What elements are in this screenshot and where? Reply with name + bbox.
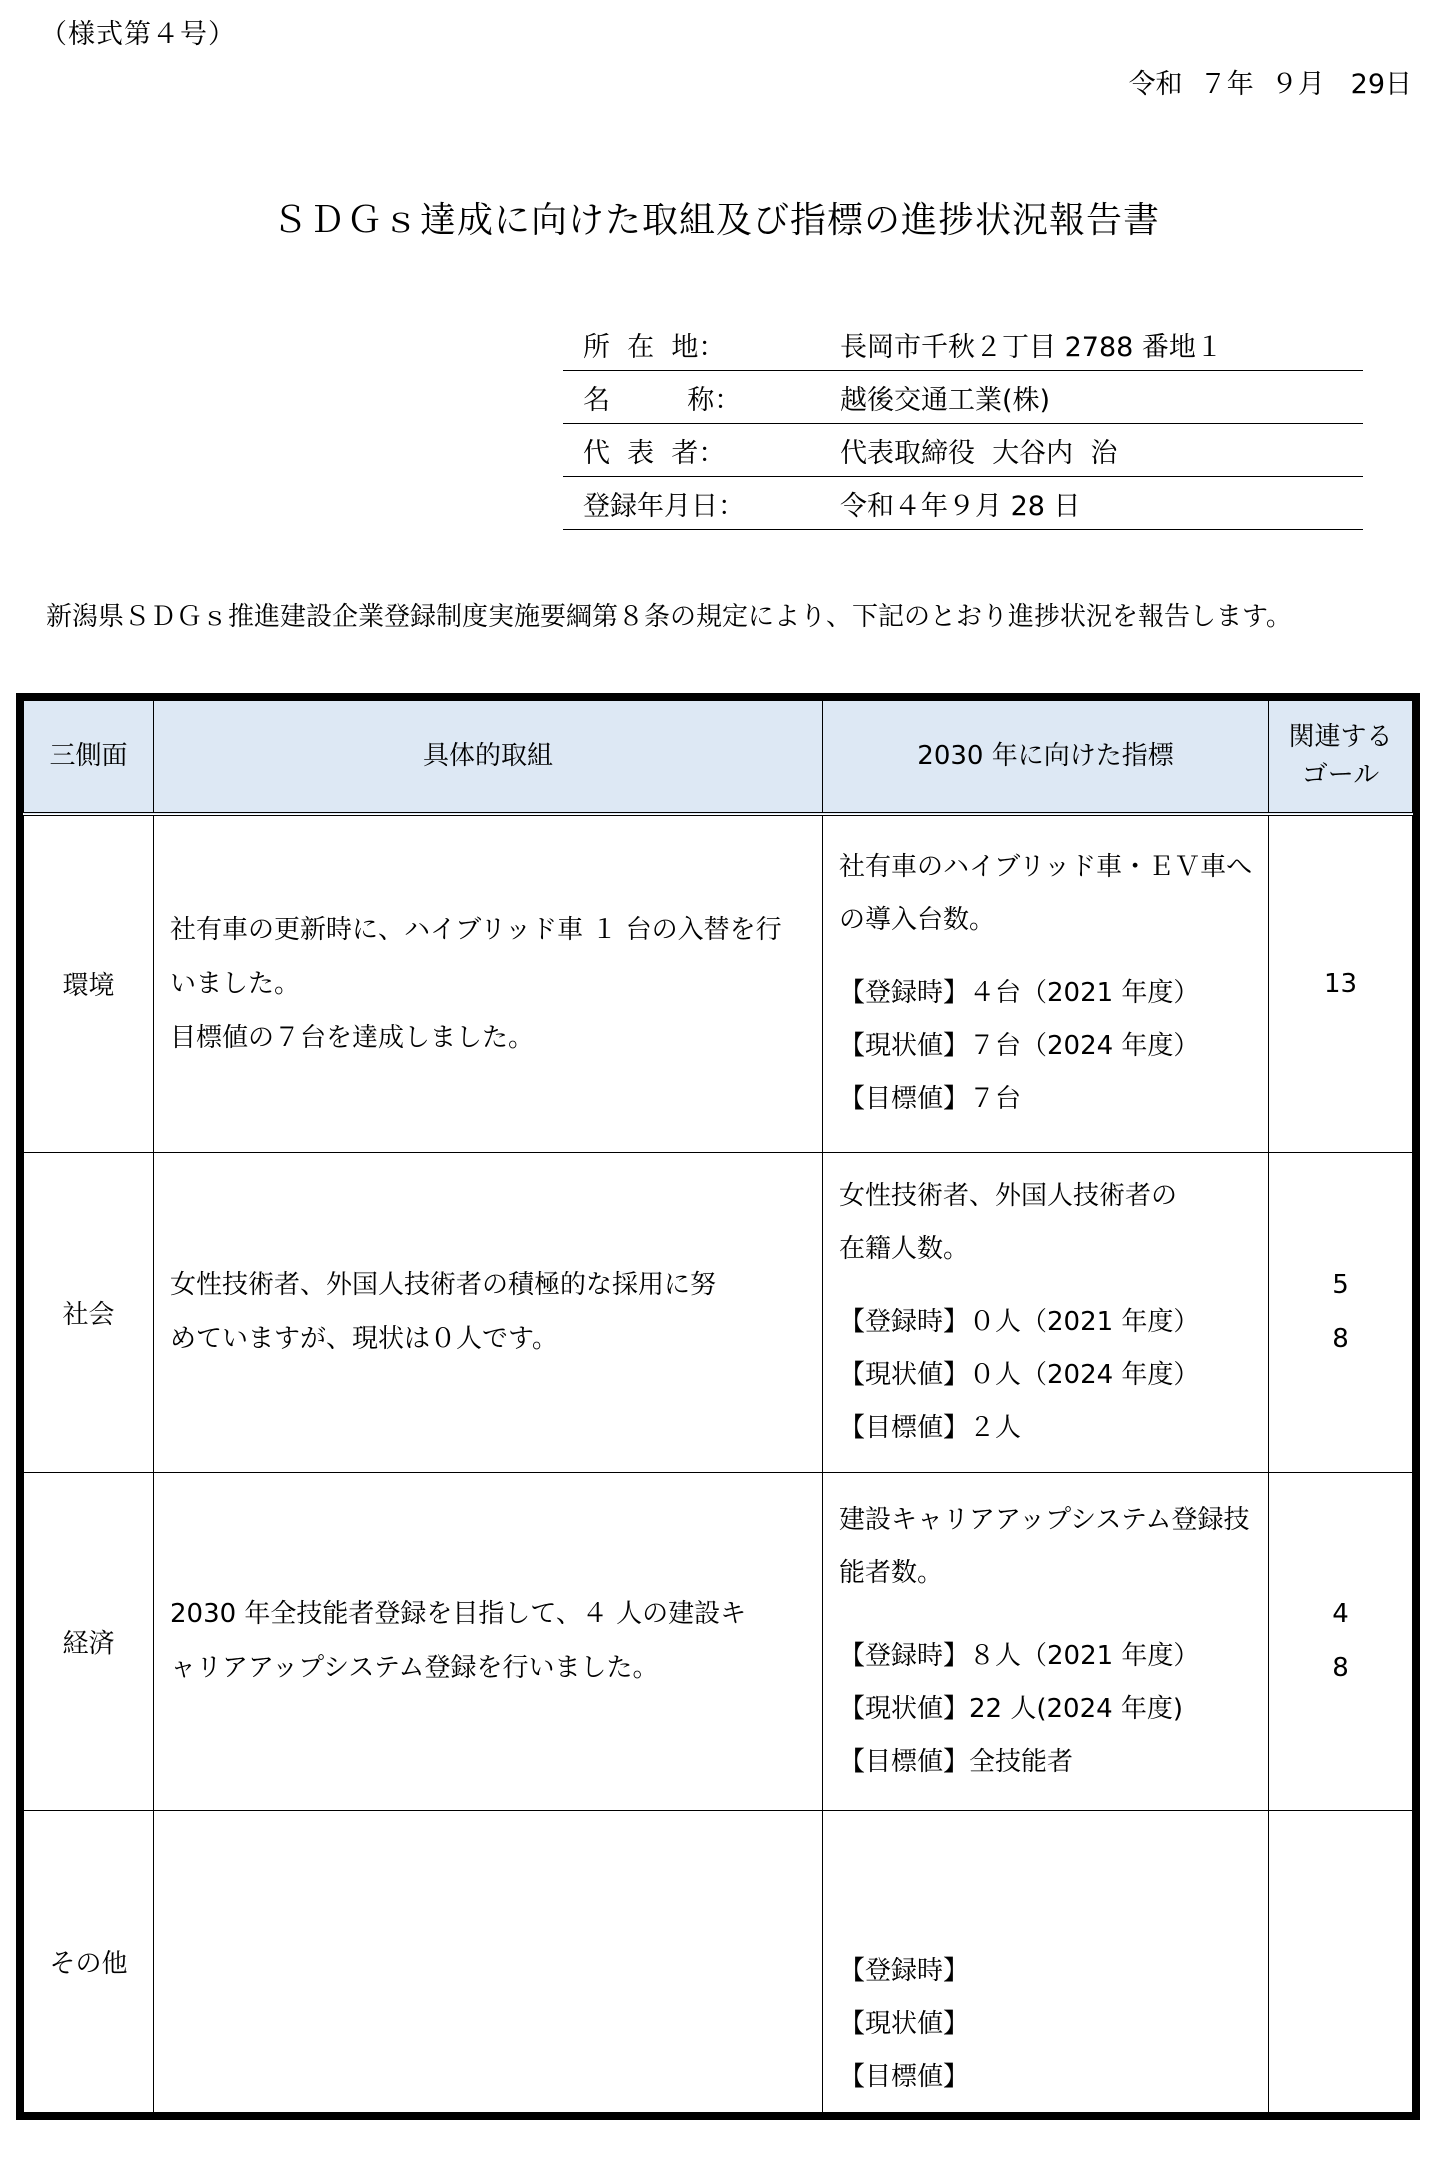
registered-value: 【登録時】８人（2021 年度） xyxy=(839,1640,1200,1671)
action-line: 2030 年全技能者登録を目指して、４ 人の建設キ xyxy=(170,1599,747,1629)
info-label: 所 在 地： xyxy=(583,331,726,363)
info-label: 名 称： xyxy=(583,384,742,416)
table-row xyxy=(24,1472,1413,1810)
indicator-cell xyxy=(823,1472,1269,1810)
goal-number: 8 xyxy=(1332,1324,1349,1354)
action-cell xyxy=(154,814,823,1152)
goal-number: 8 xyxy=(1332,1653,1349,1683)
action-line: 女性技術者、外国人技術者の積極的な採用に努 xyxy=(170,1270,717,1300)
goal-number: 5 xyxy=(1332,1270,1349,1300)
goals-cell xyxy=(1269,1472,1413,1810)
aspect-cell: その他 xyxy=(24,1810,154,2113)
indicator-cell xyxy=(823,1152,1269,1472)
action-line: 社有車の更新時に、ハイブリッド車 １ 台の入替を行 xyxy=(170,914,782,945)
indicator-desc: 女性技術者、外国人技術者の xyxy=(839,1180,1178,1211)
table-row xyxy=(24,1152,1413,1472)
info-row-name xyxy=(563,371,1363,424)
registered-value: 【登録時】０人（2021 年度） xyxy=(839,1306,1200,1337)
goals-cell xyxy=(1269,814,1413,1152)
goals-header-line2: ゴール xyxy=(1301,759,1380,790)
goals-cell xyxy=(1269,1152,1413,1472)
company-info xyxy=(563,318,1363,530)
info-value: 越後交通工業(株) xyxy=(840,384,1051,416)
table-header-row xyxy=(24,701,1413,815)
action-line: ャリアアップシステム登録を行いました。 xyxy=(170,1653,659,1683)
column-header-action: 具体的取組 xyxy=(154,701,823,815)
info-value: 代表取締役 大谷内 治 xyxy=(840,437,1118,469)
current-value: 【現状値】22 人(2024 年度) xyxy=(839,1693,1184,1724)
current-value: 【現状値】０人（2024 年度） xyxy=(839,1359,1200,1390)
target-value: 【目標値】全技能者 xyxy=(839,1746,1074,1777)
goal-number: 4 xyxy=(1332,1599,1349,1629)
indicator-cell xyxy=(823,1810,1269,2113)
target-value: 【目標値】 xyxy=(839,2062,970,2092)
action-line: いました。 xyxy=(170,968,301,999)
indicator-cell xyxy=(823,814,1269,1152)
report-date: 令和 ７年 ９月 29日 xyxy=(1128,69,1412,100)
goals-cell xyxy=(1269,1810,1413,2113)
indicator-desc: 建設キャリアアップシステム登録技 xyxy=(839,1504,1250,1535)
info-label: 登録年月日： xyxy=(583,490,745,522)
info-label: 代 表 者： xyxy=(583,437,726,469)
indicator-desc: の導入台数。 xyxy=(839,905,996,936)
indicator-desc: 在籍人数。 xyxy=(839,1233,970,1264)
intro-paragraph: 新潟県ＳＤＧｓ推進建設企業登録制度実施要綱第８条の規定により、下記のとおり進捗状況を報告します。 xyxy=(46,602,1292,632)
current-value: 【現状値】 xyxy=(839,2009,970,2039)
action-cell xyxy=(154,1810,823,2113)
indicator-desc: 社有車のハイブリッド車・ＥＶ車へ xyxy=(839,852,1253,883)
info-row-address xyxy=(563,318,1363,371)
action-cell xyxy=(154,1472,823,1810)
aspect-cell: 社会 xyxy=(24,1152,154,1472)
aspect-cell: 経済 xyxy=(24,1472,154,1810)
action-line: 目標値の７台を達成しました。 xyxy=(170,1022,535,1053)
aspect-cell: 環境 xyxy=(24,814,154,1152)
column-header-indicator: 2030 年に向けた指標 xyxy=(823,701,1269,815)
info-value: 令和４年９月 28 日 xyxy=(840,490,1081,522)
table-row xyxy=(24,814,1413,1152)
goal-number: 13 xyxy=(1323,968,1358,999)
page-title: ＳＤＧｓ達成に向けた取組及び指標の進捗状況報告書 xyxy=(271,200,1160,241)
column-header-goals xyxy=(1269,701,1413,815)
info-row-registration-date xyxy=(563,477,1363,530)
target-value: 【目標値】２人 xyxy=(839,1412,1022,1443)
indicator-desc: 能者数。 xyxy=(839,1557,944,1588)
action-line: めていますが、現状は０人です。 xyxy=(170,1324,558,1354)
info-row-representative xyxy=(563,424,1363,477)
form-number: （様式第４号） xyxy=(40,19,236,50)
table-row xyxy=(24,1810,1413,2113)
goals-header-line1: 関連する xyxy=(1288,721,1393,752)
action-cell xyxy=(154,1152,823,1472)
info-value: 長岡市千秋２丁目 2788 番地１ xyxy=(840,331,1223,363)
progress-table xyxy=(16,693,1420,2120)
target-value: 【目標値】７台 xyxy=(839,1084,1022,1115)
current-value: 【現状値】７台（2024 年度） xyxy=(839,1031,1200,1062)
registered-value: 【登録時】４台（2021 年度） xyxy=(839,978,1200,1009)
column-header-aspect: 三側面 xyxy=(24,701,154,815)
registered-value: 【登録時】 xyxy=(839,1956,970,1986)
